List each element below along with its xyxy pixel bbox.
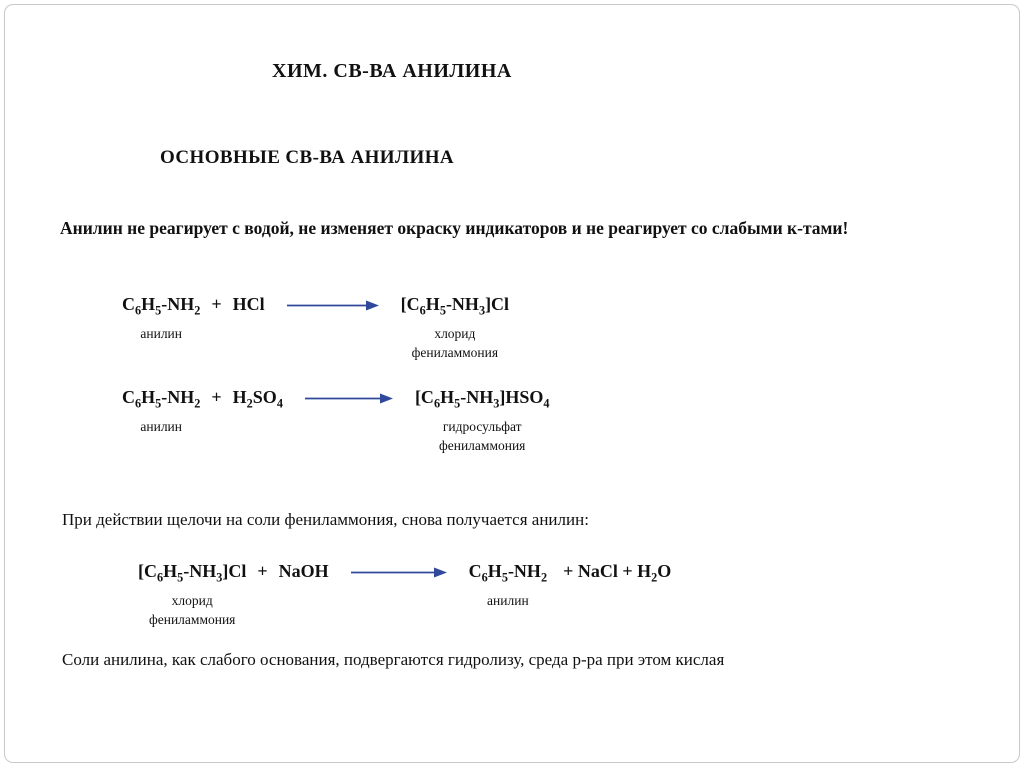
- formula-naoh: NaOH: [278, 561, 329, 581]
- formula-aniline: $C_6H_5-NH_2$: [122, 387, 201, 411]
- formula-label: гидросульфат: [442, 418, 522, 434]
- formula-label: фениламмония: [411, 344, 499, 360]
- formula-label: анилин: [487, 592, 529, 608]
- reaction-row-1: [122, 293, 509, 362]
- reaction-arrow-icon: [287, 299, 379, 312]
- formula-phenylammonium-chloride: $[C_6H_5-NH_3]Cl$: [400, 294, 510, 318]
- formula-label: фениламмония: [148, 611, 236, 627]
- intro-paragraph: Анилин не реагирует с водой, не изменяет окраску индикаторов и не реагирует со слабыми к-тами!: [60, 218, 849, 238]
- formula-label: фениламмония: [438, 437, 526, 453]
- formula-label: анилин: [140, 325, 183, 341]
- reactant-aniline: [122, 386, 200, 436]
- plus-sign: +: [257, 561, 268, 581]
- plus-sign: +: [211, 294, 222, 314]
- plus-sign: +: [211, 387, 222, 407]
- reactant-aniline: [122, 293, 200, 343]
- reactant-phenylammonium-chloride: [138, 560, 246, 629]
- formula-label: анилин: [140, 418, 183, 434]
- alkali-note: При действии щелочи на соли фениламмония, снова получается анилин:: [62, 510, 589, 529]
- product-phenylammonium-chloride: [401, 293, 509, 362]
- formula-aniline: $C_6H_5-NH_2$: [122, 294, 201, 318]
- product-phenylammonium-hydrosulfate: [415, 386, 550, 455]
- reaction-row-3: [138, 560, 671, 629]
- formula-label: хлорид: [171, 592, 213, 608]
- hydrolysis-note: Соли анилина, как слабого основания, подвергаются гидролизу, среда р-ра при этом кислая: [62, 650, 725, 669]
- section-heading: ОСНОВНЫЕ СВ-ВА АНИЛИНА: [160, 147, 455, 168]
- reaction-arrow-icon: [351, 566, 447, 579]
- page-title: ХИМ. СВ-ВА АНИЛИНА: [272, 60, 512, 82]
- formula-aniline: $C_6H_5-NH_2$: [468, 561, 548, 585]
- reaction-arrow-icon: [305, 392, 393, 405]
- formula-phenylammonium-hydrosulfate: $[C_6H_5-NH_3]HSO_4$: [414, 387, 550, 411]
- reaction-row-2: [122, 386, 549, 455]
- formula-nacl-h2o: + NaCl + $H_2O$: [563, 561, 672, 585]
- product-aniline: [469, 560, 547, 610]
- formula-h2so4: $H_2SO_4$: [232, 387, 283, 411]
- formula-phenylammonium-chloride: $[C_6H_5-NH_3]Cl$: [138, 561, 247, 585]
- formula-label: хлорид: [434, 325, 476, 341]
- formula-hcl: HCl: [232, 294, 265, 314]
